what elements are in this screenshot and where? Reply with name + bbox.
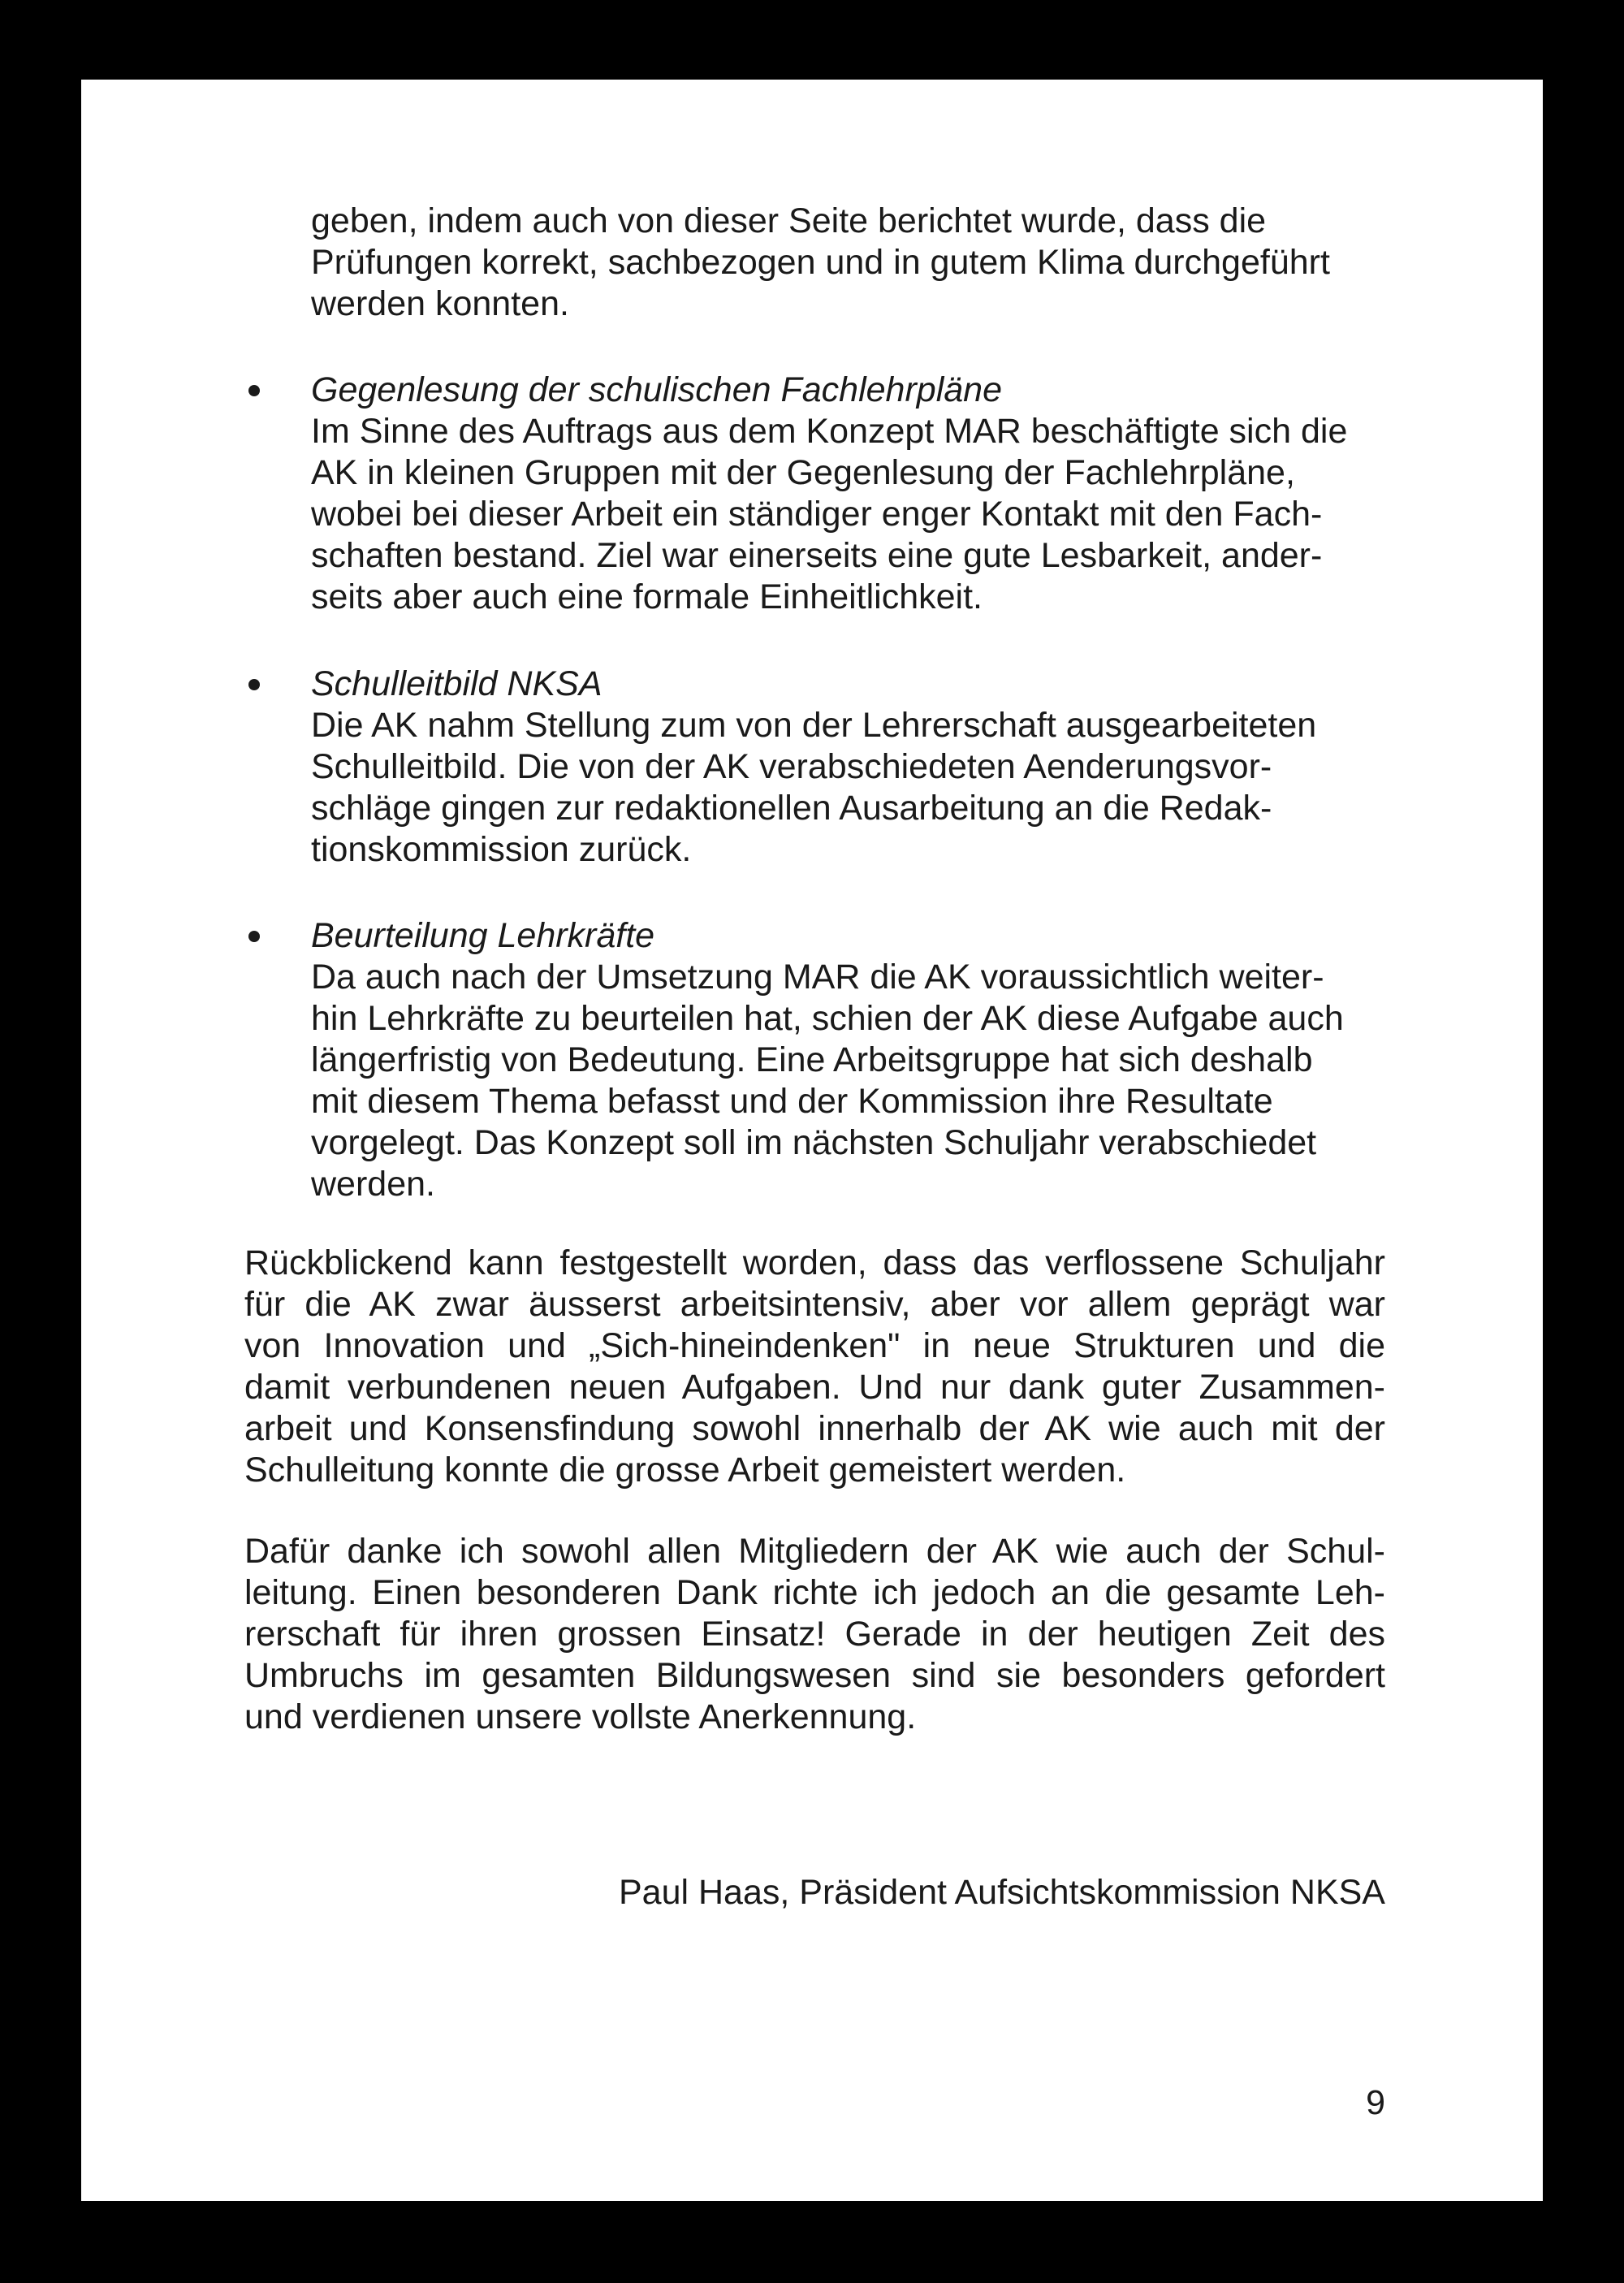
text-line: schaften bestand. Ziel war einerseits eine gute Lesbarkeit, ander- xyxy=(311,536,1323,575)
bullet-item-beurteilung xyxy=(311,915,1385,1205)
text-line: Die AK nahm Stellung zum von der Lehrerschaft ausgearbeiteten xyxy=(311,706,1317,745)
closing-paragraph-thanks xyxy=(244,1531,1385,1738)
page-number: 9 xyxy=(1366,2083,1385,2122)
text-line: vorgelegt. Das Konzept soll im nächsten Schuljahr verabschiedet xyxy=(311,1123,1317,1162)
text-line: Rückblickend kann festgestellt worden, dass das verflossene Schuljahr xyxy=(244,1243,1385,1282)
text-line: von Innovation und „Sich-hineindenken" in neue Strukturen und die xyxy=(244,1326,1385,1365)
text-line: schläge gingen zur redaktionellen Ausarbeitung an die Redak- xyxy=(311,789,1272,828)
text-line: Dafür danke ich sowohl allen Mitgliedern der AK wie auch der Schul- xyxy=(244,1532,1385,1571)
text-line: damit verbundenen neuen Aufgaben. Und nur dank guter Zusammen- xyxy=(244,1368,1385,1407)
bullet-icon xyxy=(248,931,260,942)
bullet-item-schulleitbild xyxy=(311,664,1385,871)
text-line: mit diesem Thema befasst und der Kommission ihre Resultate xyxy=(311,1082,1273,1121)
text-line: Prüfungen korrekt, sachbezogen und in gutem Klima durchgeführt xyxy=(311,243,1330,282)
text-line: geben, indem auch von dieser Seite berichtet wurde, dass die xyxy=(311,201,1267,240)
closing-paragraph-review xyxy=(244,1243,1385,1491)
text-line: werden konnten. xyxy=(311,284,569,323)
text-line: AK in kleinen Gruppen mit der Gegenlesung der Fachlehrpläne, xyxy=(311,453,1295,492)
text-line: werden. xyxy=(311,1165,435,1204)
text-line: seits aber auch eine formale Einheitlichkeit. xyxy=(311,577,983,616)
bullet-icon xyxy=(248,679,260,690)
signature: Paul Haas, Präsident Aufsichtskommission NKSA xyxy=(618,1873,1385,1912)
text-line: Da auch nach der Umsetzung MAR die AK voraussichtlich weiter- xyxy=(311,958,1324,997)
text-line: wobei bei dieser Arbeit ein ständiger enger Kontakt mit den Fach- xyxy=(311,495,1323,534)
text-line: und verdienen unsere vollste Anerkennung. xyxy=(244,1697,917,1736)
bullet-icon xyxy=(248,385,260,396)
bullet-title: Schulleitbild NKSA xyxy=(311,664,603,703)
text-line: leitung. Einen besonderen Dank richte ich jedoch an die gesamte Leh- xyxy=(244,1573,1385,1612)
text-line: tionskommission zurück. xyxy=(311,830,692,869)
text-line: Im Sinne des Auftrags aus dem Konzept MAR beschäftigte sich die xyxy=(311,412,1348,451)
text-line: rerschaft für ihren grossen Einsatz! Gerade in der heutigen Zeit des xyxy=(244,1615,1385,1654)
bullet-item-fachlehrplaene xyxy=(311,370,1385,618)
bullet-title: Beurteilung Lehrkräfte xyxy=(311,916,655,955)
intro-paragraph xyxy=(311,201,1385,325)
text-line: arbeit und Konsensfindung sowohl innerhalb der AK wie auch mit der xyxy=(244,1409,1385,1448)
text-line: hin Lehrkräfte zu beurteilen hat, schien der AK diese Aufgabe auch xyxy=(311,999,1344,1038)
text-line: Schulleitbild. Die von der AK verabschiedeten Aenderungsvor- xyxy=(311,747,1272,786)
bullet-title: Gegenlesung der schulischen Fachlehrpläne xyxy=(311,370,1002,409)
text-line: Schulleitung konnte die grosse Arbeit gemeistert werden. xyxy=(244,1451,1126,1490)
text-line: für die AK zwar äusserst arbeitsintensiv, aber vor allem geprägt war xyxy=(244,1285,1385,1324)
text-line: längerfristig von Bedeutung. Eine Arbeitsgruppe hat sich deshalb xyxy=(311,1040,1313,1079)
text-line: Umbruchs im gesamten Bildungswesen sind sie besonders gefordert xyxy=(244,1656,1385,1695)
